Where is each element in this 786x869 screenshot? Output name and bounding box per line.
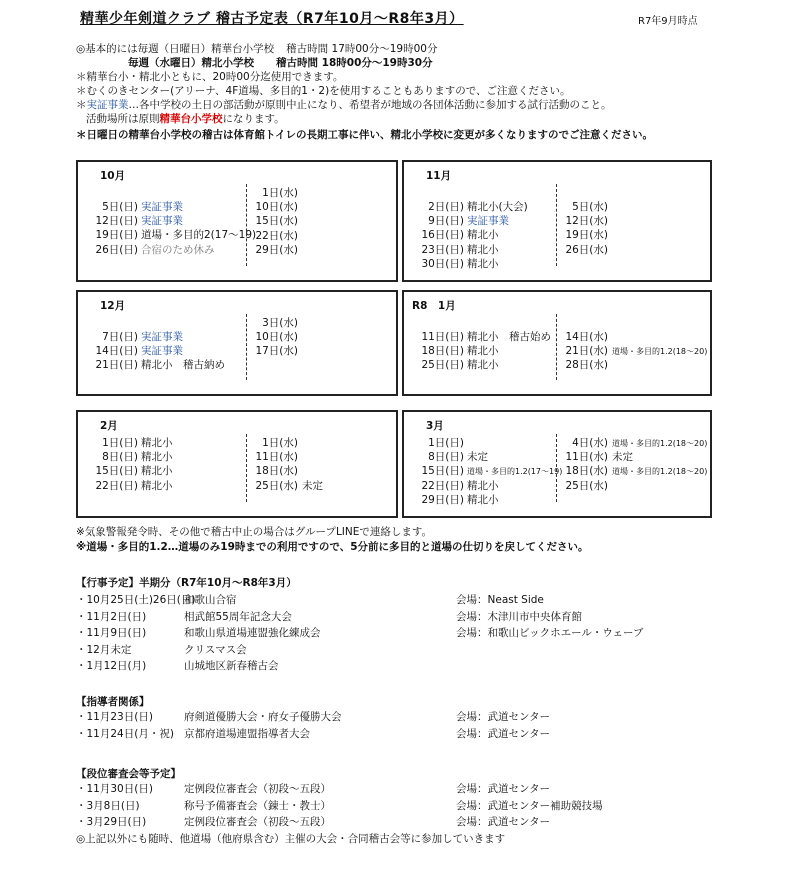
sunday-row (84, 344, 225, 358)
month-label: R8 1月 (412, 300, 456, 312)
date: 14日(日) (95, 345, 138, 358)
page-title: 精華少年剣道クラブ 稽古予定表（R7年10月～R8年3月） (80, 11, 464, 27)
month-label: 2月 (100, 420, 118, 432)
wednesday-row (562, 344, 707, 358)
sunday-row (84, 243, 256, 257)
sunday-activity: 実証事業 (141, 331, 183, 343)
date: 18日(水) (565, 465, 608, 478)
event-date: ・11月2日(日) (76, 610, 147, 623)
date: 10日(水) (255, 331, 298, 344)
sunday-activity: 精北小 (467, 345, 499, 358)
sunday-activity: 精北小 (141, 465, 173, 478)
sunday-row (84, 464, 173, 478)
date: 15日(水) (255, 215, 298, 228)
event-date: ・10月25日(土)26日(日) (76, 594, 196, 606)
date: 22日(日) (421, 479, 464, 492)
date: 22日(日) (95, 479, 138, 492)
wednesday-row (562, 450, 707, 464)
column-divider (246, 314, 247, 380)
note-1: ＊精華台小・精北小ともに、20時00分迄使用できます。 (76, 71, 344, 83)
sunday-row (84, 450, 173, 464)
sunday-activity: 精北小 (467, 359, 499, 372)
sunday-activity: 未定 (467, 451, 488, 464)
sunday-column (410, 436, 562, 507)
wednesday-row (252, 243, 298, 257)
sunday-row (84, 358, 225, 372)
month-box-nov (402, 160, 712, 282)
sunday-row (410, 479, 562, 493)
date: 11日(日) (421, 331, 464, 343)
month-box-mar (402, 410, 712, 518)
grading-event-date: ・11月30日(日) (76, 783, 153, 795)
sunday-activity: 精北小 (467, 257, 499, 270)
sunday-column (84, 330, 225, 373)
sunday-column (410, 330, 551, 373)
date: 30日(日) (421, 257, 464, 270)
note-4: 活動場所は原則精華台小学校になります。 (86, 113, 285, 125)
date: 22日(水) (255, 229, 298, 242)
column-divider (246, 184, 247, 266)
date: 19日(水) (565, 229, 608, 242)
wednesday-row (252, 316, 298, 330)
month-label: 12月 (100, 300, 126, 312)
date: 14日(水) (565, 331, 608, 343)
date: 21日(日) (95, 359, 138, 372)
wednesday-activity: 道場・多目的1.2(18～20) (612, 439, 708, 448)
event-date: ・12月未定 (76, 643, 132, 656)
wednesday-row (252, 214, 298, 228)
coach-title: 【指導者関係】 (76, 696, 150, 708)
date: 12日(水) (565, 215, 608, 228)
sunday-row (84, 200, 256, 214)
month-label: 11月 (426, 170, 452, 182)
date: 15日(日) (421, 465, 464, 478)
month-label: 10月 (100, 170, 126, 182)
sunday-column (84, 436, 173, 493)
date: 3日(水) (262, 317, 298, 329)
grading-event-venue: 会場：武道センター (456, 816, 551, 828)
event-date: ・11月9日(日) (76, 627, 147, 639)
sunday-row (410, 330, 551, 344)
sunday-activity: 精北小 (467, 493, 499, 506)
wednesday-column (562, 200, 608, 257)
wednesday-row (252, 229, 298, 243)
date: 1日(日) (102, 437, 138, 449)
wednesday-row (562, 243, 608, 257)
sunday-activity: 精北小 (141, 451, 173, 464)
date: 21日(水) (565, 345, 608, 358)
sunday-row (84, 214, 256, 228)
note-5: ＊日曜日の精華台小学校の稽古は体育館トイレの長期工事に伴い、精北小学校に変更が多くなりますのでご注意ください。 (76, 129, 653, 141)
sunday-row (410, 200, 528, 214)
coach-event-date: ・11月24日(月・祝) (76, 727, 174, 740)
coach-event-name: 京都府道場連盟指導者大会 (184, 727, 310, 740)
sunday-activity: 実証事業 (141, 345, 183, 358)
sunday-activity: 精北小 稽古納め (141, 359, 225, 372)
wednesday-column (562, 436, 707, 493)
sunday-row (410, 493, 562, 507)
month-label: 3月 (426, 420, 444, 432)
wednesday-row (252, 479, 323, 493)
wednesday-activity: 道場・多目的1.2(18～20) (612, 347, 708, 357)
coach-event-date: ・11月23日(日) (76, 711, 153, 723)
column-divider (556, 314, 557, 380)
sunday-activity: 合宿のため休み (141, 243, 215, 256)
event-name: 相武館55周年記念大会 (184, 610, 292, 623)
wednesday-row (252, 330, 298, 344)
sunday-row (410, 436, 562, 450)
event-venue: 会場：木津川市中央体育館 (456, 610, 582, 623)
date: 29日(水) (255, 243, 298, 256)
wednesday-row (562, 330, 707, 344)
wednesday-row (252, 464, 323, 478)
date: 1日(日) (428, 437, 464, 449)
date: 19日(日) (95, 229, 138, 242)
grading-event-name: 定例段位審査会（初段～五段） (184, 783, 331, 795)
sunday-activity: 精北小 稽古始め (467, 331, 551, 343)
date: 25日(水) (565, 479, 608, 492)
date: 16日(日) (421, 229, 464, 242)
date: 15日(日) (95, 465, 138, 478)
month-box-jan (402, 290, 712, 396)
date: 8日(日) (428, 451, 464, 464)
grading-event-name: 称号予備審査会（錬士・教士） (184, 799, 331, 812)
sunday-row (84, 228, 256, 242)
sunday-activity: 道場・多目的1.2(17～19) (467, 467, 563, 477)
coach-event-name: 府剣道優勝大会・府女子優勝大会 (184, 711, 342, 723)
event-venue: 会場：Neast Side (456, 594, 544, 606)
sunday-row (84, 436, 173, 450)
grading-event-date: ・3月29日(日) (76, 816, 147, 828)
date: 18日(日) (421, 345, 464, 358)
sunday-activity: 精北小 (141, 437, 173, 449)
sunday-row (84, 330, 225, 344)
sunday-activity: 精北小 (141, 479, 173, 492)
date: 10日(水) (255, 201, 298, 214)
grading-event-date: ・3月8日(日) (76, 799, 140, 812)
column-divider (246, 434, 247, 502)
sunday-column (84, 200, 256, 257)
coach-event-venue: 会場：武道センター (456, 727, 551, 740)
wednesday-activity: 未定 (302, 479, 323, 492)
date: 9日(日) (428, 215, 464, 228)
date: 5日(水) (572, 201, 608, 213)
event-name: 山城地区新春稽古会 (184, 660, 279, 672)
date: 29日(日) (421, 493, 464, 506)
date: 1日(水) (262, 437, 298, 449)
date: 25日(水) (255, 479, 298, 492)
date: 4日(水) (572, 437, 608, 449)
sunday-activity: 精北小 (467, 479, 499, 492)
month-box-oct (76, 160, 398, 282)
wednesday-row (562, 436, 707, 450)
date: 7日(日) (102, 331, 138, 343)
sunday-row (410, 358, 551, 372)
wednesday-row (252, 344, 298, 358)
note-2: ＊むくのきセンター(アリーナ、4F道場、多目的1・2)を使用することもありますので、ご注意ください。 (76, 85, 571, 97)
wednesday-column (252, 186, 298, 257)
sunday-row (410, 344, 551, 358)
coach-event-venue: 会場：武道センター (456, 711, 551, 723)
event-name: 和歌山合宿 (184, 594, 237, 606)
wednesday-activity: 未定 (612, 451, 633, 464)
sunday-row (84, 479, 173, 493)
wednesday-column (562, 330, 707, 373)
event-venue: 会場：和歌山ビックホエール・ウェーブ (456, 627, 644, 639)
sunday-row (410, 243, 528, 257)
sunday-row (410, 214, 528, 228)
wednesday-row (252, 450, 323, 464)
wednesday-row (252, 436, 323, 450)
sunday-row (410, 450, 562, 464)
grading-event-venue: 会場：武道センター補助競技場 (456, 799, 603, 812)
date: 8日(日) (102, 451, 138, 464)
date: 17日(水) (255, 345, 298, 358)
grading-event-name: 定例段位審査会（初段～五段） (184, 816, 331, 828)
date: 11日(水) (565, 451, 608, 464)
date: 18日(水) (255, 465, 298, 478)
footnote-weather: ※気象警報発令時、その他で稽古中止の場合はグループLINEで連絡します。 (76, 526, 433, 538)
wednesday-row (562, 214, 608, 228)
sunday-row (410, 464, 562, 478)
events-title: 【行事予定】半期分（R7年10月～R8年3月） (76, 577, 297, 589)
wednesday-column (252, 436, 323, 493)
grading-title: 【段位審査会等予定】 (76, 768, 181, 780)
date: 5日(日) (102, 201, 138, 213)
wednesday-activity: 道場・多目的1.2(18～20) (612, 467, 708, 477)
basic-schedule-wednesday: 毎週（水曜日）精北小学校 稽古時間 18時00分～19時30分 (128, 57, 433, 69)
sunday-row (410, 257, 528, 271)
event-date: ・1月12日(月) (76, 660, 147, 672)
date: 26日(日) (95, 243, 138, 256)
event-name: クリスマス会 (184, 643, 247, 656)
wednesday-row (562, 358, 707, 372)
month-box-dec (76, 290, 398, 396)
sunday-row (410, 228, 528, 242)
grading-event-venue: 会場：武道センター (456, 783, 551, 795)
sunday-column (410, 200, 528, 271)
date: 23日(日) (421, 243, 464, 256)
date: 11日(水) (255, 451, 298, 464)
wednesday-column (252, 316, 298, 359)
sunday-activity: 実証事業 (467, 215, 509, 228)
month-box-feb (76, 410, 398, 518)
date: 26日(水) (565, 243, 608, 256)
date: 2日(日) (428, 201, 464, 213)
wednesday-row (562, 200, 608, 214)
date: 12日(日) (95, 215, 138, 228)
as-of-date: R7年9月時点 (638, 16, 698, 27)
footnote-dojo: ※道場・多目的1.2…道場のみ19時までの利用ですので、5分前に多目的と道場の仕切りを戻してください。 (76, 541, 589, 553)
sunday-activity: 精北小 (467, 243, 499, 256)
wednesday-row (562, 479, 707, 493)
wednesday-row (562, 464, 707, 478)
date: 1日(水) (262, 187, 298, 199)
sunday-activity: 精北小(大会) (467, 201, 528, 213)
event-name: 和歌山県道場連盟強化練成会 (184, 627, 321, 639)
note-3: ＊実証事業…各中学校の土日の部活動が原則中止になり、希望者が地域の各団体活動に参加する試行活動のこと。 (76, 99, 612, 111)
sunday-activity: 実証事業 (141, 201, 183, 213)
basic-schedule-sunday: ◎基本的には毎週（日曜日）精華台小学校 稽古時間 17時00分～19時00分 (76, 43, 438, 55)
date: 28日(水) (565, 359, 608, 372)
column-divider (556, 184, 557, 266)
wednesday-row (252, 186, 298, 200)
sunday-activity: 道場・多目的2(17～19) (141, 229, 257, 242)
date: 25日(日) (421, 359, 464, 372)
closing-note: ◎上記以外にも随時、他道場（他府県含む）主催の大会・合同稽古会等に参加していきます (76, 833, 506, 845)
wednesday-row (252, 200, 298, 214)
column-divider (556, 434, 557, 502)
sunday-activity: 実証事業 (141, 215, 183, 228)
sunday-activity: 精北小 (467, 229, 499, 242)
wednesday-row (562, 228, 608, 242)
